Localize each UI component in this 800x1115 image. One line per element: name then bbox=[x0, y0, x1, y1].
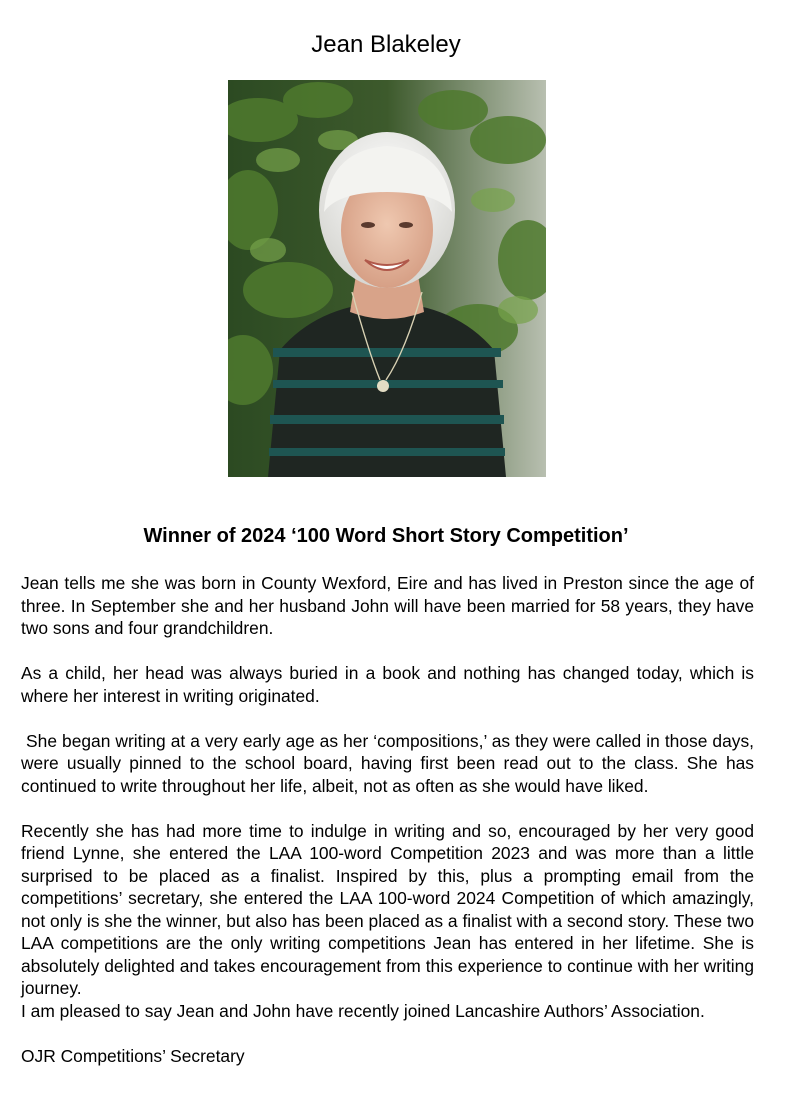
award-heading: Winner of 2024 ‘100 Word Short Story Competition’ bbox=[143, 525, 629, 547]
portrait-photo bbox=[228, 80, 546, 477]
paragraph-membership: I am pleased to say Jean and John have recently joined Lancashire Authors’ Association. bbox=[21, 1000, 705, 1021]
paragraph-competitions: Recently she has had more time to indulge in writing and so, encouraged by her very good friend Lynne, she entered the LAA 100-word Competition 2023 and was more than a little surprised to be placed as a finalist. Inspired by this, plus a prompting email from the competitions’ secretary, she entered the LAA 100-word 2024 Competition of which amazingly, not only is she the winner, but also has been placed as a finalist with a second story. These two LAA competitions are the only writing competitions Jean has entered in her lifetime. She is absolutely delighted and takes encouragement from this experience to continue with her writing journey. bbox=[21, 820, 754, 998]
signature-line: OJR Competitions’ Secretary bbox=[21, 1045, 245, 1066]
paragraph-early-writing: She began writing at a very early age as her ‘compositions,’ as they were called in those days, were usually pinned to the school board, having first been read out to the class. She has continued to write throughout her life, albeit, not as often as she would have liked. bbox=[21, 730, 754, 796]
article-body bbox=[21, 572, 754, 1067]
paragraph-birth: Jean tells me she was born in County Wexford, Eire and has lived in Preston since the age of three. In September she and her husband John will have been married for 58 years, they have two sons and four grandchildren. bbox=[21, 573, 754, 638]
page-title: Jean Blakeley bbox=[311, 31, 461, 58]
paragraph-childhood: As a child, her head was always buried in a book and nothing has changed today, which is where her interest in writing originated. bbox=[21, 663, 754, 706]
